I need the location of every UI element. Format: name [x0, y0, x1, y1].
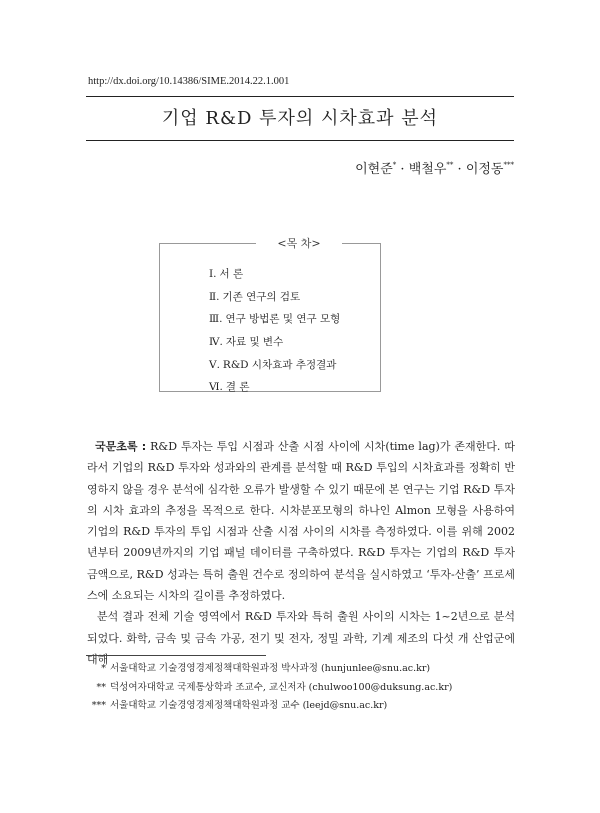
- toc-item-label: 자료 및 변수: [225, 336, 284, 349]
- toc-list: [209, 263, 340, 399]
- footnote: [88, 679, 452, 698]
- abstract-label: 국문초록 :: [95, 440, 147, 453]
- toc-item[interactable]: [209, 331, 340, 354]
- toc-item-label: 연구 방법론 및 연구 모형: [225, 313, 341, 326]
- toc-item[interactable]: [209, 263, 340, 286]
- toc-item-label: 기존 연구의 검토: [222, 290, 301, 303]
- toc-item-number: Ⅲ.: [209, 313, 223, 326]
- footnote-mark: *: [101, 663, 106, 674]
- author-mark: **: [446, 161, 454, 169]
- toc-item-number: Ⅱ.: [209, 290, 220, 303]
- doi-link[interactable]: http://dx.doi.org/10.14386/SIME.2014.22.1.001: [88, 76, 290, 87]
- footnote: [88, 697, 452, 716]
- toc-item[interactable]: [209, 376, 340, 399]
- author-separator: ·: [457, 162, 462, 177]
- toc-item[interactable]: [209, 308, 340, 331]
- footnote-rule: [86, 655, 266, 656]
- footnote-mark: **: [96, 681, 106, 693]
- toc-item-label: 결 론: [225, 381, 250, 394]
- author-mark: *: [392, 161, 397, 169]
- abstract: [87, 436, 515, 670]
- toc-item-number: Ⅰ.: [209, 268, 217, 280]
- footnote-text: 덕성여자대학교 국제통상학과 조교수, 교신저자 (chulwoo100@duksung.ac.kr): [110, 681, 453, 693]
- author-name: 이현준: [355, 162, 393, 177]
- author-line: [355, 158, 514, 177]
- footnote-mark: ***: [91, 700, 106, 711]
- toc-item-number: Ⅵ.: [209, 381, 223, 394]
- author-name: 이정동: [465, 162, 504, 177]
- toc-heading: <목 차>: [256, 235, 342, 251]
- author-separator: ·: [400, 162, 405, 177]
- toc-item-label: R&D 시차효과 추정결과: [222, 358, 337, 371]
- toc-item-number: Ⅳ.: [209, 336, 223, 349]
- title-top-rule: [86, 96, 514, 97]
- author-name: 백철우: [408, 162, 447, 177]
- abstract-text: R&D 투자는 투입 시점과 산출 시점 사이에 시차(time lag)가 존재한다. 따라서 기업의 R&D 투자와 성과와의 관계를 분석할 때 R&D 투입의 시차효과를 정확히 반영하지 않을 경우 분석에 심각한 오류가 발생할 수 있기 때문에 본 연구는 기업 R&D 투자의 시차 효과의 추정을 목적으로 한다. 시차분포모형의 하나인 Almon 모형을 사용하여 기업의 R&D 투자의 투입 시점과 산출 시점 사이의 시차를 측정하였다. 이를 위해 2002년부터 2009년까지의 기업 패널 데이터를 구축하였다. R&D 투자는 기업의 R&D 투자 금액으로, R&D 성과는 특허 출원 건수로 정의하여 분석을 실시하였고 ‘투자-산출’ 프로세스에 소요되는 시차의 길이를 추정하였다.: [87, 440, 515, 603]
- footnotes: [88, 660, 452, 716]
- toc-item[interactable]: [209, 286, 340, 309]
- paper-title: 기업 R&D 투자의 시차효과 분석: [161, 108, 439, 129]
- abstract-paragraph: [87, 436, 515, 606]
- abstract-paragraph: 분석 결과 전체 기술 영역에서 R&D 투자와 특허 출원 사이의 시차는 1~2년으로 분석되었다. 화학, 금속 및 금속 가공, 전기 및 전자, 정밀 과학, 기계 제조의 다섯 개 산업군에 대해: [87, 610, 515, 666]
- footnote: [88, 660, 452, 679]
- title-bottom-rule: [86, 140, 514, 141]
- author-mark: ***: [503, 161, 514, 169]
- footnote-text: 서울대학교 기술경영경제정책대학원과정 박사과정 (hunjunlee@snu.ac.kr): [110, 663, 431, 674]
- toc-item[interactable]: [209, 354, 340, 377]
- toc-item-number: Ⅴ.: [209, 358, 220, 371]
- toc-item-label: 서 론: [219, 268, 244, 280]
- footnote-text: 서울대학교 기술경영경제정책대학원과정 교수 (leejd@snu.ac.kr): [110, 700, 388, 711]
